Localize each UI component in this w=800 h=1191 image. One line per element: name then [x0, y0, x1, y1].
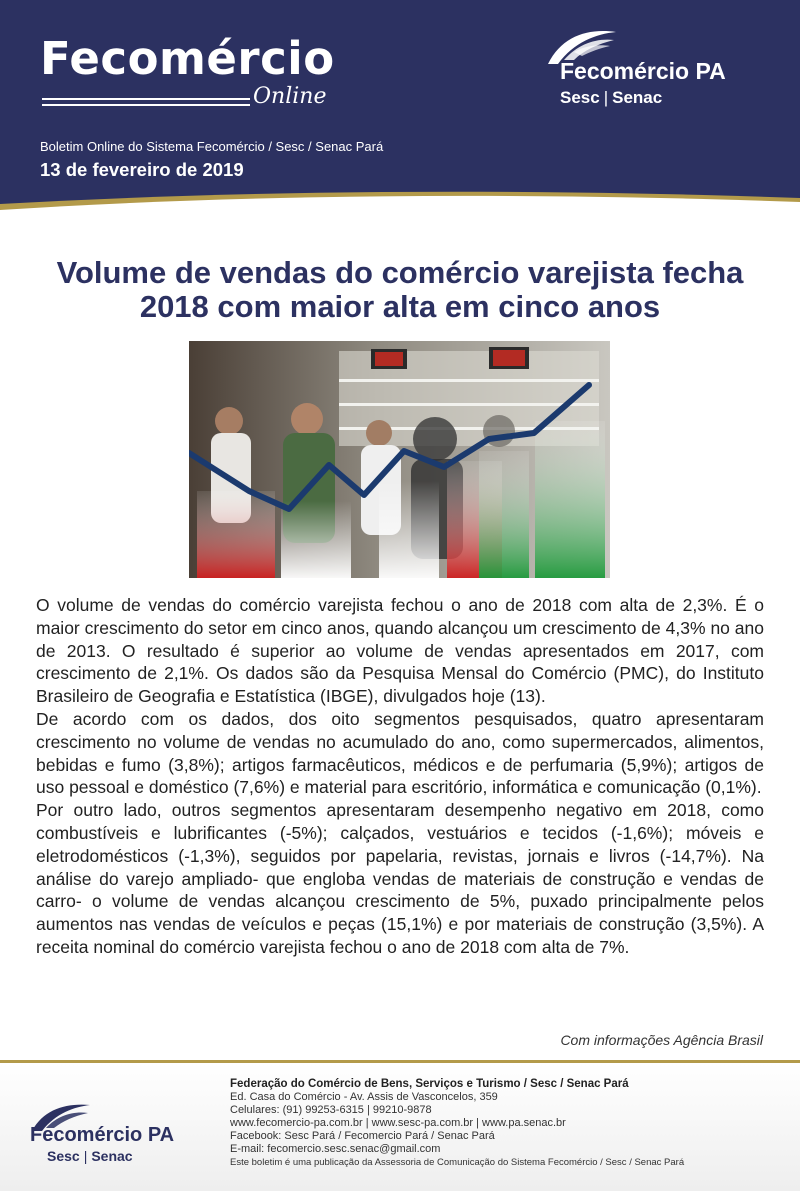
contact-block — [230, 1078, 790, 1169]
bulletin-line: Boletim Online do Sistema Fecomércio / Sesc / Senac Pará — [40, 139, 384, 154]
logo-sub-sesc: Sesc — [560, 88, 600, 107]
email-address[interactable]: E-mail: fecomercio.sesc.senac@gmail.com — [230, 1143, 441, 1155]
footer-logo-sub-sesc: Sesc — [47, 1148, 80, 1164]
header-wave-divider — [0, 180, 800, 232]
footer-logo-subtitle — [47, 1148, 133, 1164]
footer-logo-divider: | — [83, 1148, 88, 1164]
headline-line-1: Volume de vendas do comércio varejista fecha — [56, 255, 744, 290]
phone-numbers: Celulares: (91) 99253-6315 | 99210-9878 — [230, 1104, 432, 1116]
publication-notice: Este boletim é uma publicação da Assessoria de Comunicação do Sistema Fecomércio / Sesc / Senac Pará — [230, 1157, 685, 1168]
footer — [0, 1063, 800, 1191]
footer-logo-name: Fecomércio PA — [30, 1124, 175, 1146]
footer-fecomercio-pa-logo — [30, 1101, 220, 1171]
headline-line-2: 2018 com maior alta em cinco anos — [139, 289, 661, 324]
logo-subtitle — [560, 88, 662, 108]
website-links[interactable]: www.fecomercio-pa.com.br | www.sesc-pa.com.br | www.pa.senac.br — [230, 1117, 566, 1129]
brand — [40, 32, 335, 109]
logo-divider: | — [603, 88, 609, 107]
brand-underline — [42, 98, 250, 110]
paragraph-3: Por outro lado, outros segmentos apresentaram desempenho negativo em 2018, como combustíveis e lubrificantes (-5%); calçados, vestuários e tecidos (-1,6%); móveis e eletrodomésticos (-1,3%), seguidos por papelaria, revistas, jornais e livros (-14,7%). Na análise do varejo ampliado- que engloba vendas de materiais de construção e vendas de carro- o volume de vendas alcançou crescimento de 5%, puxado principalmente pelos aumentos nas vendas de veículos e peças (15,1%) e por materiais de construção (3,5%). A receita nominal do comércio varejista fechou o ano de 2018 com alta de 7%. — [36, 800, 764, 957]
paragraph-2: De acordo com os dados, dos oito segmentos pesquisados, quatro apresentaram crescimento no volume de vendas no acumulado do ano, como supermercados, alimentos, bebidas e fumo (3,8%); artigos farmacêuticos, médicos e de perfumaria (5,9%); artigos de uso pessoal e doméstico (7,6%) e material para escritório, informática e comunicação (0,1%). — [36, 708, 764, 798]
facebook-pages: Facebook: Sesc Pará / Fecomercio Pará / Senac Pará — [230, 1130, 495, 1142]
store-crowd-chart-image — [189, 341, 610, 578]
address: Ed. Casa do Comércio - Av. Assis de Vasconcelos, 359 — [230, 1091, 498, 1103]
logo-name: Fecomércio PA — [560, 58, 726, 84]
publication-date: 13 de fevereiro de 2019 — [40, 159, 244, 180]
article-headline — [20, 256, 780, 324]
paragraph-1: O volume de vendas do comércio varejista fechou o ano de 2018 com alta de 2,3%. É o maior crescimento do setor em cinco anos, quando alcançou um crescimento de 4,3% no ano de 2013. O resultado é superior ao volume de vendas apresentados em 2017, com crescimento de 2,1%. Os dados são da Pesquisa Mensal do Comércio (PMC), do Instituto Brasileiro de Geografia e Estatística (IBGE), divulgados hoje (13). — [36, 595, 764, 707]
masthead — [0, 0, 800, 232]
brand-subtitle: Online — [253, 84, 327, 109]
brand-title: Fecomércio — [40, 32, 335, 85]
footer-logo-sub-senac: Senac — [91, 1148, 133, 1164]
article-body — [36, 594, 764, 959]
organization-name: Federação do Comércio de Bens, Serviços e Turismo / Sesc / Senac Pará — [230, 1078, 629, 1090]
article-photo — [189, 341, 610, 578]
logo-sub-senac: Senac — [612, 88, 663, 107]
article-source: Com informações Agência Brasil — [560, 1032, 763, 1048]
fecomercio-pa-logo — [542, 24, 772, 114]
